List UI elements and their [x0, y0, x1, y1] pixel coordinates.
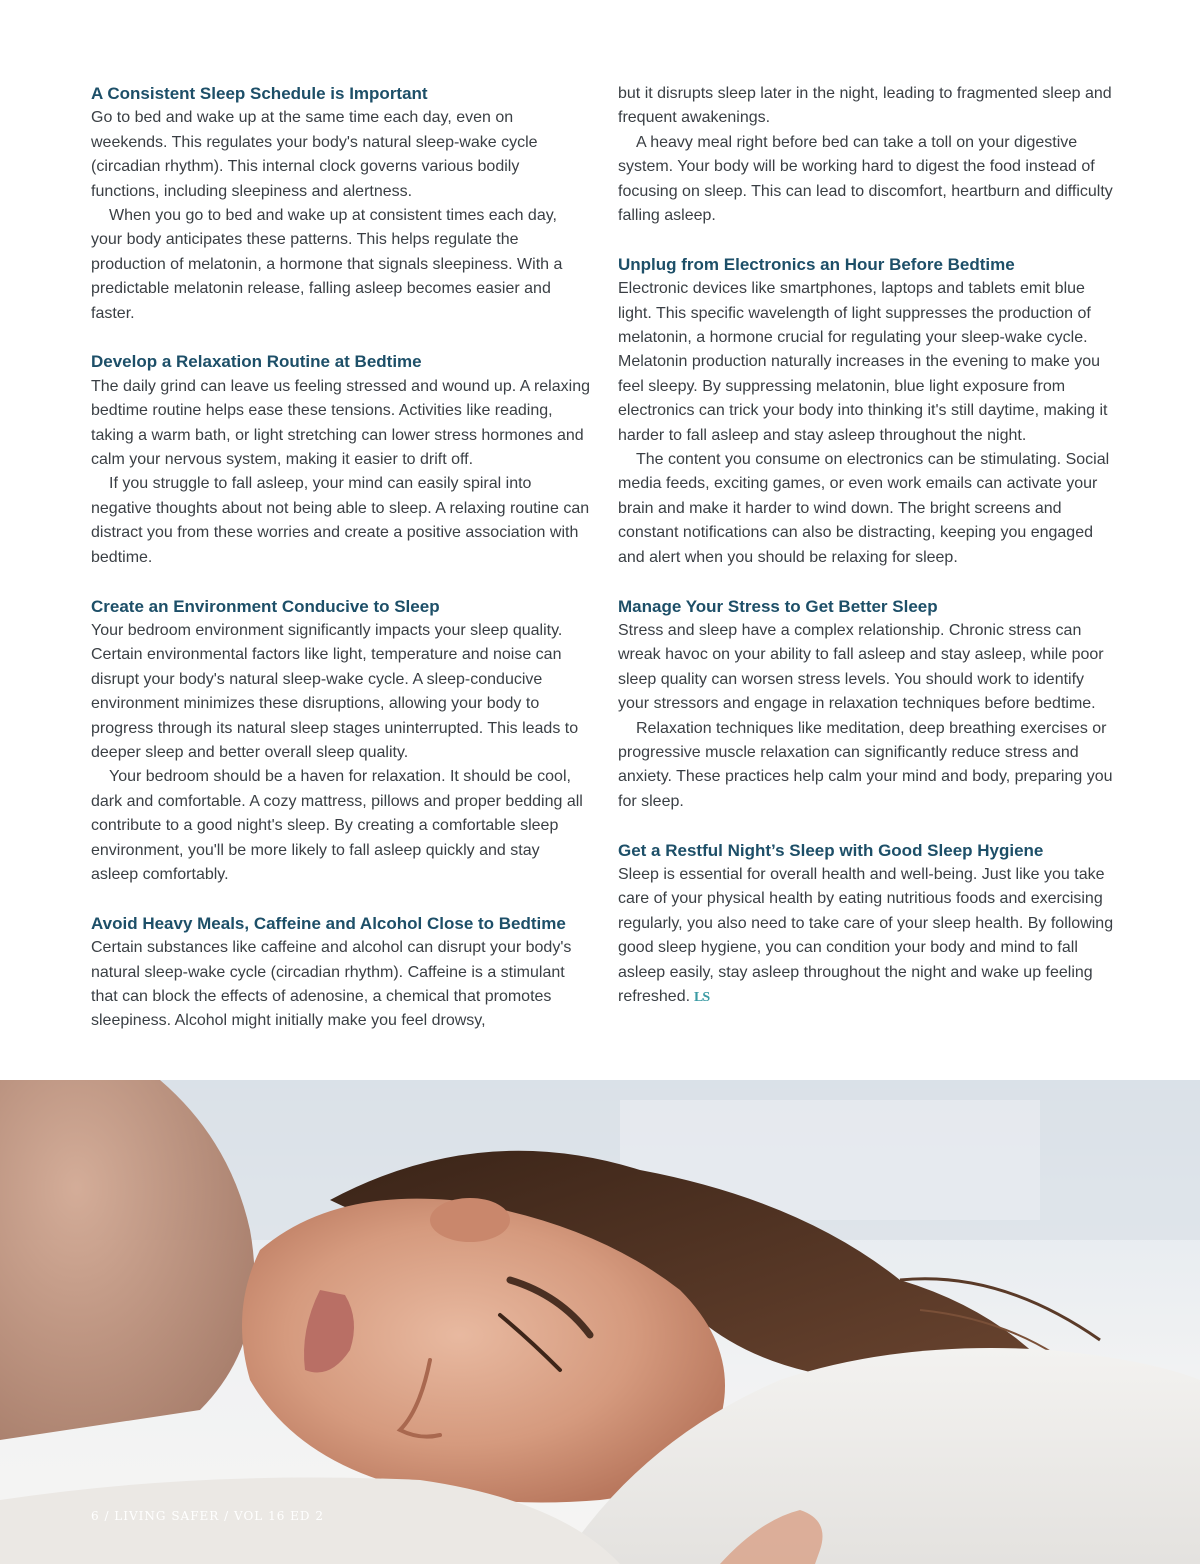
left-column — [91, 82, 591, 1058]
section-continuation — [618, 82, 1118, 228]
section-heading: Create an Environment Conducive to Sleep — [91, 596, 440, 616]
section-relaxation-routine — [91, 350, 591, 570]
sleeping-woman-photo — [0, 1080, 1200, 1564]
section-consistent-schedule — [91, 82, 591, 326]
final-paragraph-text: Sleep is essential for overall health and well-being. Just like you take care of your physical health by eating nutritious foods and exercising regularly, you also need to take care of your sleep health. By following good sleep hygiene, you can condition your body and mind to fall asleep easily, stay asleep throughout the night and wake up feeling refreshed. — [618, 865, 1114, 1005]
section-paragraph: Certain substances like caffeine and alcohol can disrupt your body's natural sleep-wake cycle (circadian rhythm). Caffeine is a stimulant that can block the effects of adenosine, a chemical that promotes sleepiness. Alcohol might initially make you feel drowsy, — [91, 939, 572, 1030]
section-heading: Develop a Relaxation Routine at Bedtime — [91, 352, 422, 372]
section-heading: Unplug from Electronics an Hour Before Bedtime — [618, 254, 1015, 274]
continued-paragraph: but it disrupts sleep later in the night, leading to fragmented sleep and frequent awakenings. — [618, 85, 1112, 127]
section-unplug-electronics — [618, 253, 1118, 570]
section-heading: Get a Restful Night’s Sleep with Good Sleep Hygiene — [618, 840, 1044, 860]
section-avoid-heavy-meals — [91, 912, 591, 1034]
section-paragraph: Stress and sleep have a complex relationship. Chronic stress can wreak havoc on your ability to fall asleep and stay asleep, while poor sleep quality can worsen stress levels. You should work to identify your stressors and engage in relaxation techniques before bedtime. — [618, 621, 1104, 713]
section-paragraph: Electronic devices like smartphones, laptops and tablets emit blue light. This specific wavelength of light suppresses the production of melatonin, a hormone crucial for regulating your sleep-wake cycle. Melatonin production naturally increases in the evening to make you feel sleepy. By suppressing melatonin, blue light exposure from electronics can trick your body into thinking it's still daytime, making it harder to fall asleep and stay asleep throughout the night. — [618, 280, 1108, 444]
section-paragraph: Go to bed and wake up at the same time each day, even on weekends. This regulates your body's natural sleep-wake cycle (circadian rhythm). This internal clock governs various bodily functions, including sleepiness and alertness. — [91, 109, 538, 200]
end-mark-logo: LS — [694, 989, 710, 1005]
section-paragraph: The content you consume on electronics can be stimulating. Social media feeds, exciting games, or even work emails can activate your brain and make it harder to wind down. The bright screens and constant notifications can also be distracting, keeping you engaged and alert when you should be relaxing for sleep. — [618, 451, 1110, 566]
right-column — [618, 82, 1118, 1035]
page-footer: 6 / LIVING SAFER / VOL 16 ED 2 — [91, 1509, 324, 1523]
section-paragraph: Your bedroom should be a haven for relaxation. It should be cool, dark and comfortable. A cozy mattress, pillows and proper bedding all contribute to a good night's sleep. By creating a comfortable sleep environment, you'll be more likely to fall asleep quickly and stay asleep comfortably. — [91, 768, 583, 883]
section-paragraph: Relaxation techniques like meditation, deep breathing exercises or progressive muscle relaxation can significantly reduce stress and anxiety. These practices help calm your mind and body, preparing you for sleep. — [618, 719, 1113, 810]
section-paragraph: Your bedroom environment significantly impacts your sleep quality. Certain environmental factors like light, temperature and noise can disrupt your body's natural sleep-wake cycle. A sleep-conducive environment minimizes these disruptions, allowing your body to progress through its natural sleep stages uninterrupted. This leads to deeper sleep and better overall sleep quality. — [91, 621, 579, 761]
section-heading: Manage Your Stress to Get Better Sleep — [618, 596, 938, 616]
section-sleep-environment — [91, 595, 591, 888]
section-paragraph: When you go to bed and wake up at consistent times each day, your body anticipates these patterns. This helps regulate the production of melatonin, a hormone that signals sleepiness. With a predictable melatonin release, falling asleep becomes easier and faster. — [91, 207, 563, 322]
section-paragraph — [618, 863, 1118, 1010]
section-sleep-hygiene — [618, 839, 1118, 1011]
sleeping-woman-illustration — [0, 1080, 1200, 1564]
section-paragraph: The daily grind can leave us feeling stressed and wound up. A relaxing bedtime routine helps ease these tensions. Activities like reading, taking a warm bath, or light stretching can lower stress hormones and calm your nervous system, making it easier to drift off. — [91, 377, 590, 469]
section-heading: A Consistent Sleep Schedule is Important — [91, 84, 428, 103]
section-paragraph: A heavy meal right before bed can take a toll on your digestive system. Your body will be working hard to digest the food instead of focusing on sleep. This can lead to discomfort, heartburn and difficulty falling asleep. — [618, 133, 1113, 225]
section-paragraph: If you struggle to fall asleep, your mind can easily spiral into negative thoughts about not being able to sleep. A relaxing routine can distract you from these worries and create a positive association with bedtime. — [91, 475, 590, 566]
section-manage-stress — [618, 595, 1118, 815]
section-heading: Avoid Heavy Meals, Caffeine and Alcohol Close to Bedtime — [91, 913, 566, 933]
